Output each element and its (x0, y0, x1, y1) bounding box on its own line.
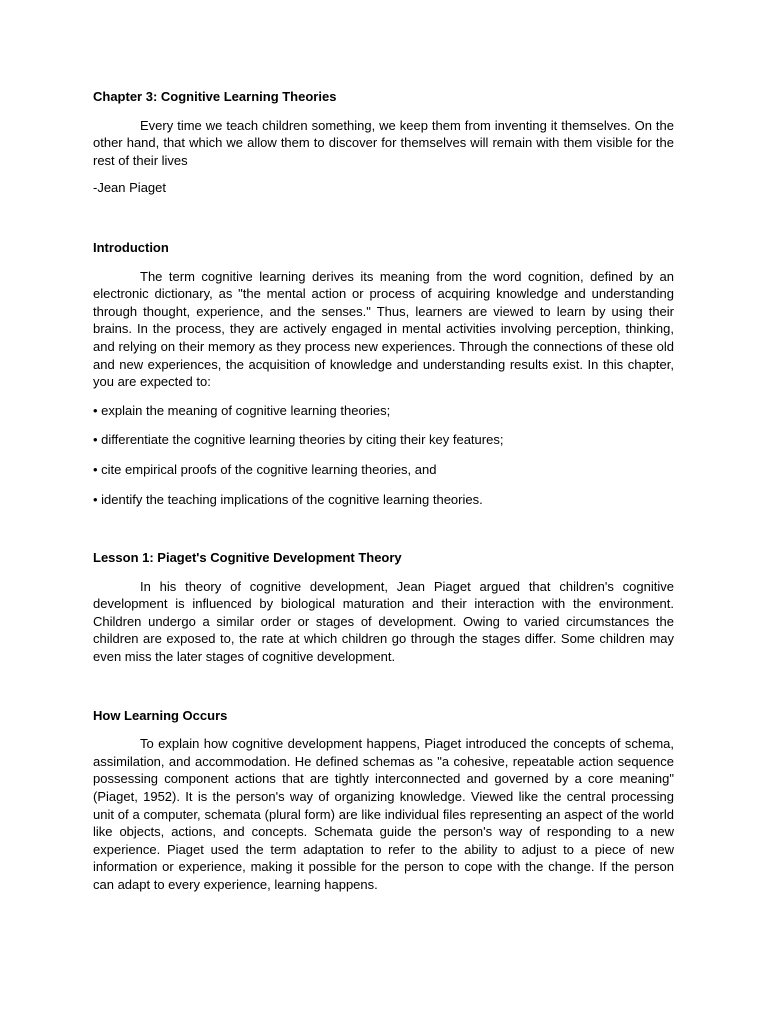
how-learning-heading: How Learning Occurs (93, 707, 228, 723)
chapter-title: Chapter 3: Cognitive Learning Theories (93, 89, 337, 104)
document-page (93, 80, 674, 894)
introduction-paragraph: The term cognitive learning derives its meaning from the word cognition, defined by an electronic dictionary, as "the mental action or process of acquiring knowledge and understanding through thought, experience, and the senses." Thus, learners are viewed to learn by using their brains. In the process, they are actively engaged in mental activities involving perception, thinking, and relying on their memory as they process new experiences. Through the connections of these old and new experiences, the acquisition of knowledge and understanding results exist. In this chapter, you are expected to: (93, 268, 674, 390)
quote-attribution: -Jean Piaget (93, 180, 166, 196)
objective-bullet: • identify the teaching implications of the cognitive learning theories. (93, 491, 483, 507)
objective-bullet: • explain the meaning of cognitive learning theories; (93, 402, 391, 418)
objective-bullet: • cite empirical proofs of the cognitive learning theories, and (93, 461, 437, 477)
lesson1-paragraph: In his theory of cognitive development, Jean Piaget argued that children's cognitive development is influenced by biological maturation and their interaction with the environment. Children undergo a similar order or stages of development. Owing to varied circumstances the children are exposed to, the rate at which children go through the stages differ. Some children may even miss the later stages of cognitive development. (93, 578, 674, 665)
opening-quote: Every time we teach children something, we keep them from inventing it themselves. On the other hand, that which we allow them to discover for themselves will remain with them visible for the rest of their lives (93, 117, 674, 168)
introduction-heading: Introduction (93, 239, 169, 255)
objective-bullet: • differentiate the cognitive learning theories by citing their key features; (93, 432, 504, 448)
lesson1-heading: Lesson 1: Piaget's Cognitive Development Theory (93, 550, 402, 566)
how-learning-paragraph: To explain how cognitive development happens, Piaget introduced the concepts of schema, assimilation, and accommodation. He defined schemas as "a cohesive, repeatable action sequence possessing component actions that are tightly interconnected and governed by a core meaning" (Piaget, 1952). It is the person's way of organizing knowledge. Viewed like the central processing unit of a computer, schemata (plural form) are like individual files representing an aspect of the world like objects, actions, and concepts. Schemata guide the person's way of responding to a new experience. Piaget used the term adaptation to refer to the ability to adjust to a piece of new information or experience, making it possible for the person to cope with the change. If the person can adapt to every experience, learning happens. (93, 736, 674, 892)
